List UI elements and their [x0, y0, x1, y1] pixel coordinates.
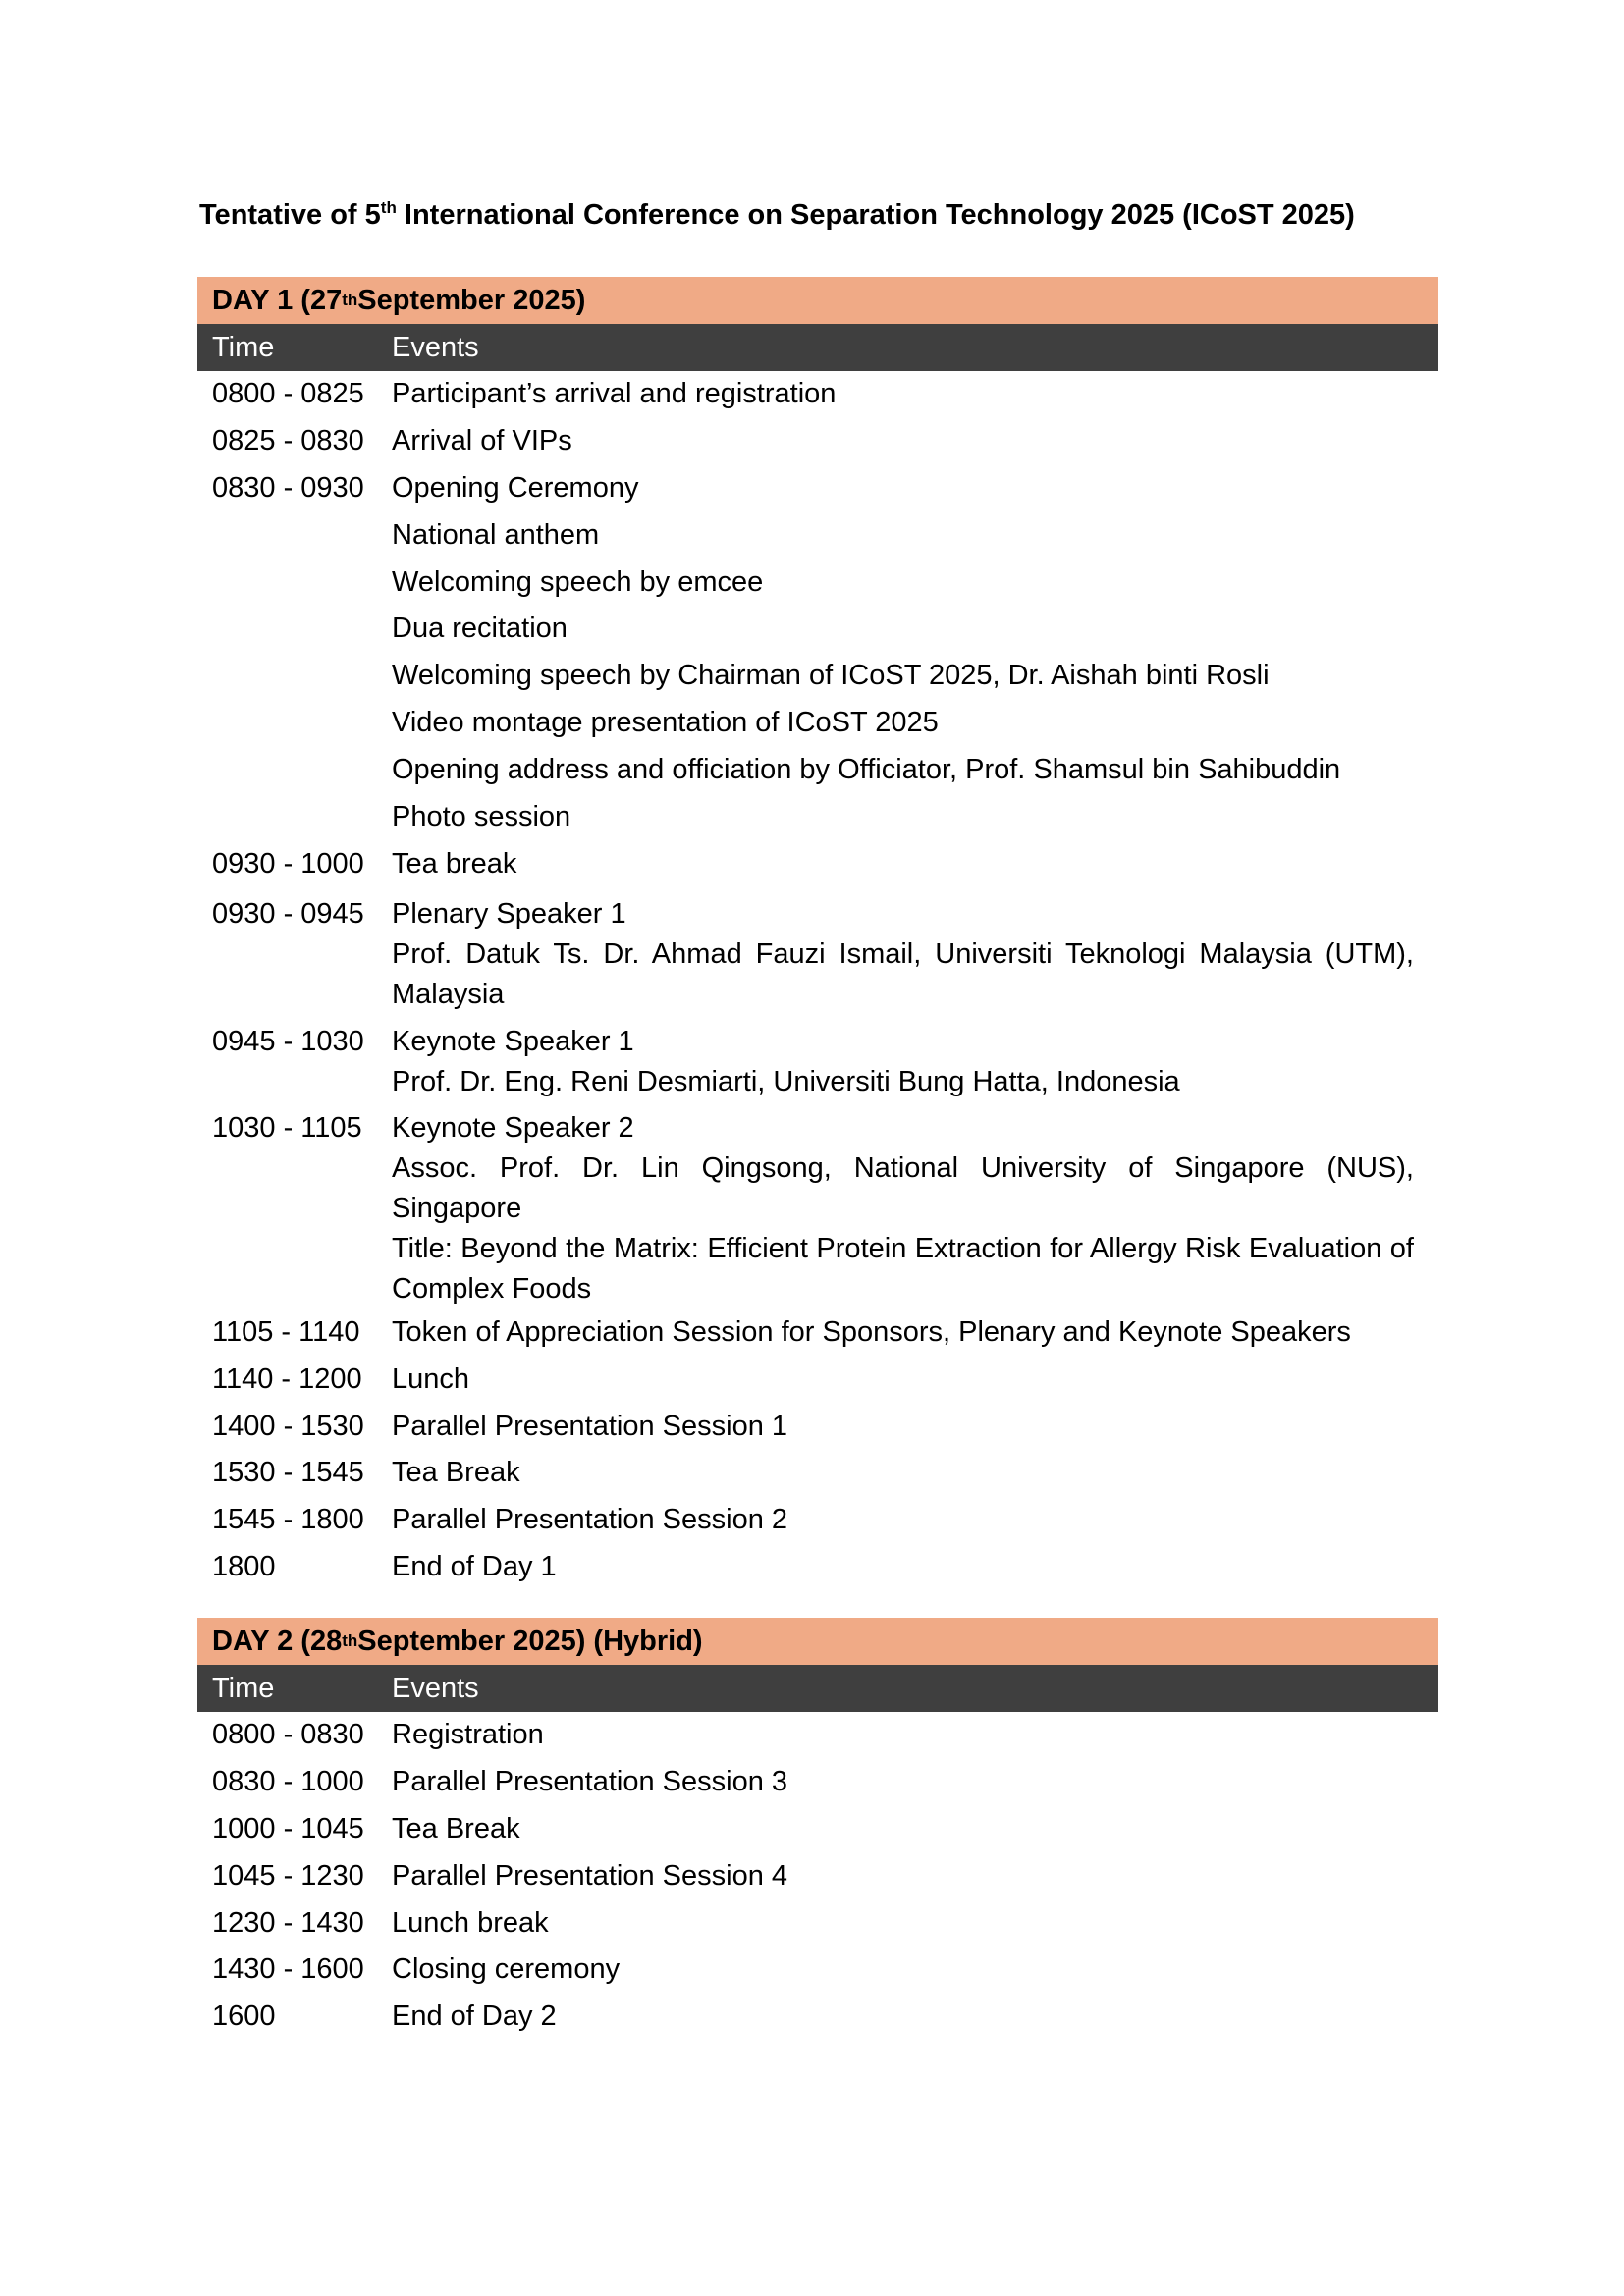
event-detail: Prof. Datuk Ts. Dr. Ahmad Fauzi Ismail, Universiti Teknologi Malaysia (UTM), Malaysia — [392, 937, 1414, 1010]
row-events — [392, 1108, 1414, 1309]
row-event: Lunch — [392, 1362, 470, 1395]
event-talk-title: Title: Beyond the Matrix: Efficient Protein Extraction for Allergy Risk Evaluation of Complex Foods — [392, 1232, 1414, 1305]
table-row — [197, 841, 1438, 888]
day1-header: DAY 1 (27 th September 2025) — [197, 277, 1438, 324]
event-title: Keynote Speaker 1 — [392, 1025, 634, 1057]
document-title — [199, 194, 1436, 236]
row-event: Registration — [392, 1719, 544, 1750]
table-row — [197, 465, 1438, 512]
row-event: Arrival of VIPs — [392, 424, 572, 456]
table-row — [197, 1102, 1438, 1309]
event-title: Plenary Speaker 1 — [392, 897, 626, 930]
event-detail: Assoc. Prof. Dr. Lin Qingsong, National University of Singapore (NUS), Singapore — [392, 1151, 1414, 1224]
row-time — [197, 747, 392, 794]
table-row — [197, 1759, 1438, 1806]
row-time — [197, 606, 392, 653]
day1-schedule-table — [197, 277, 1438, 1591]
table-row — [197, 1016, 1438, 1102]
table-row — [197, 1544, 1438, 1591]
table-row — [197, 1712, 1438, 1759]
row-event: Opening address and officiation by Officiator, Prof. Shamsul bin Sahibuddin — [392, 754, 1341, 786]
row-time: 0830 - 1000 — [212, 1765, 364, 1797]
row-event: Participant’s arrival and registration — [392, 378, 837, 409]
title-prefix: Tentative of 5 — [199, 199, 381, 231]
row-time: 1140 - 1200 — [212, 1362, 362, 1395]
row-event: Welcoming speech by emcee — [392, 565, 764, 598]
row-event: Dua recitation — [392, 613, 568, 645]
row-time — [197, 512, 392, 560]
events-column-heading: Events — [392, 1672, 479, 1704]
table-row — [197, 888, 1438, 1016]
day1-header-rest: September 2025) — [357, 284, 586, 316]
day2-header-rest: September 2025) (Hybrid) — [357, 1625, 703, 1657]
row-event: Lunch break — [392, 1906, 549, 1939]
table-row — [197, 606, 1438, 653]
time-column-heading: Time — [212, 331, 275, 363]
table-row — [197, 653, 1438, 700]
table-row — [197, 1994, 1438, 2041]
table-row — [197, 1853, 1438, 1900]
row-time: 0945 - 1030 — [212, 1025, 364, 1057]
table-row — [197, 1947, 1438, 1994]
row-time — [197, 560, 392, 607]
day2-column-header — [197, 1665, 1438, 1712]
day1-column-header — [197, 324, 1438, 371]
row-event: Tea break — [392, 847, 517, 880]
row-event: National anthem — [392, 518, 600, 551]
row-event: Parallel Presentation Session 3 — [392, 1765, 788, 1797]
row-event: Parallel Presentation Session 2 — [392, 1504, 788, 1536]
row-time: 1105 - 1140 — [212, 1315, 360, 1348]
row-time: 1530 - 1545 — [212, 1457, 364, 1489]
table-row — [197, 512, 1438, 560]
day2-schedule-table — [197, 1618, 1438, 2041]
table-row — [197, 560, 1438, 607]
row-events — [392, 894, 1414, 1016]
table-row — [197, 1357, 1438, 1404]
row-time: 0830 - 0930 — [212, 471, 364, 504]
row-event: Parallel Presentation Session 1 — [392, 1410, 788, 1442]
table-row — [197, 1497, 1438, 1544]
row-time: 0800 - 0825 — [212, 378, 364, 409]
row-time — [197, 794, 392, 841]
row-events — [392, 1022, 1414, 1102]
title-superscript: th — [380, 198, 397, 217]
row-time: 1230 - 1430 — [212, 1906, 364, 1939]
row-event: Opening Ceremony — [392, 471, 639, 504]
row-event: Video montage presentation of ICoST 2025 — [392, 707, 939, 739]
row-event: Tea Break — [392, 1812, 520, 1844]
row-event: Photo session — [392, 801, 571, 833]
row-event: End of Day 2 — [392, 2001, 557, 2033]
row-event: Tea Break — [392, 1457, 520, 1489]
row-event: Token of Appreciation Session for Sponsors, Plenary and Keynote Speakers — [392, 1315, 1351, 1348]
table-row — [197, 1404, 1438, 1451]
row-time: 0930 - 0945 — [212, 897, 364, 930]
event-title: Keynote Speaker 2 — [392, 1111, 634, 1144]
day2-header-prefix: DAY 2 (28 — [212, 1625, 343, 1657]
row-event: Welcoming speech by Chairman of ICoST 2025, Dr. Aishah binti Rosli — [392, 660, 1270, 692]
table-row — [197, 747, 1438, 794]
events-column-heading: Events — [392, 331, 479, 363]
row-event: Parallel Presentation Session 4 — [392, 1859, 788, 1892]
row-time: 1000 - 1045 — [212, 1812, 364, 1844]
row-time: 1800 — [212, 1551, 276, 1583]
row-time: 0825 - 0830 — [212, 424, 364, 456]
row-time: 1045 - 1230 — [212, 1859, 364, 1892]
row-time — [197, 653, 392, 700]
day1-header-prefix: DAY 1 (27 — [212, 284, 343, 316]
title-rest: International Conference on Separation Technology 2025 (ICoST 2025) — [396, 199, 1355, 231]
row-time: 1400 - 1530 — [212, 1410, 364, 1442]
row-time: 1600 — [212, 2001, 276, 2033]
row-time — [197, 700, 392, 747]
table-row — [197, 1450, 1438, 1497]
table-row — [197, 794, 1438, 841]
row-time: 1430 - 1600 — [212, 1953, 364, 1986]
table-row — [197, 1806, 1438, 1853]
table-row — [197, 418, 1438, 465]
row-time: 1545 - 1800 — [212, 1504, 364, 1536]
time-column-heading: Time — [212, 1672, 275, 1704]
table-row — [197, 1309, 1438, 1357]
table-row — [197, 700, 1438, 747]
day2-header: DAY 2 (28 th September 2025) (Hybrid) — [197, 1618, 1438, 1665]
table-row — [197, 1900, 1438, 1948]
row-time: 0930 - 1000 — [212, 847, 364, 880]
event-detail: Prof. Dr. Eng. Reni Desmiarti, Universiti Bung Hatta, Indonesia — [392, 1065, 1180, 1097]
row-event: End of Day 1 — [392, 1551, 557, 1583]
row-event: Closing ceremony — [392, 1953, 621, 1986]
row-time: 0800 - 0830 — [212, 1719, 364, 1750]
row-time: 1030 - 1105 — [212, 1111, 362, 1144]
table-row — [197, 371, 1438, 418]
